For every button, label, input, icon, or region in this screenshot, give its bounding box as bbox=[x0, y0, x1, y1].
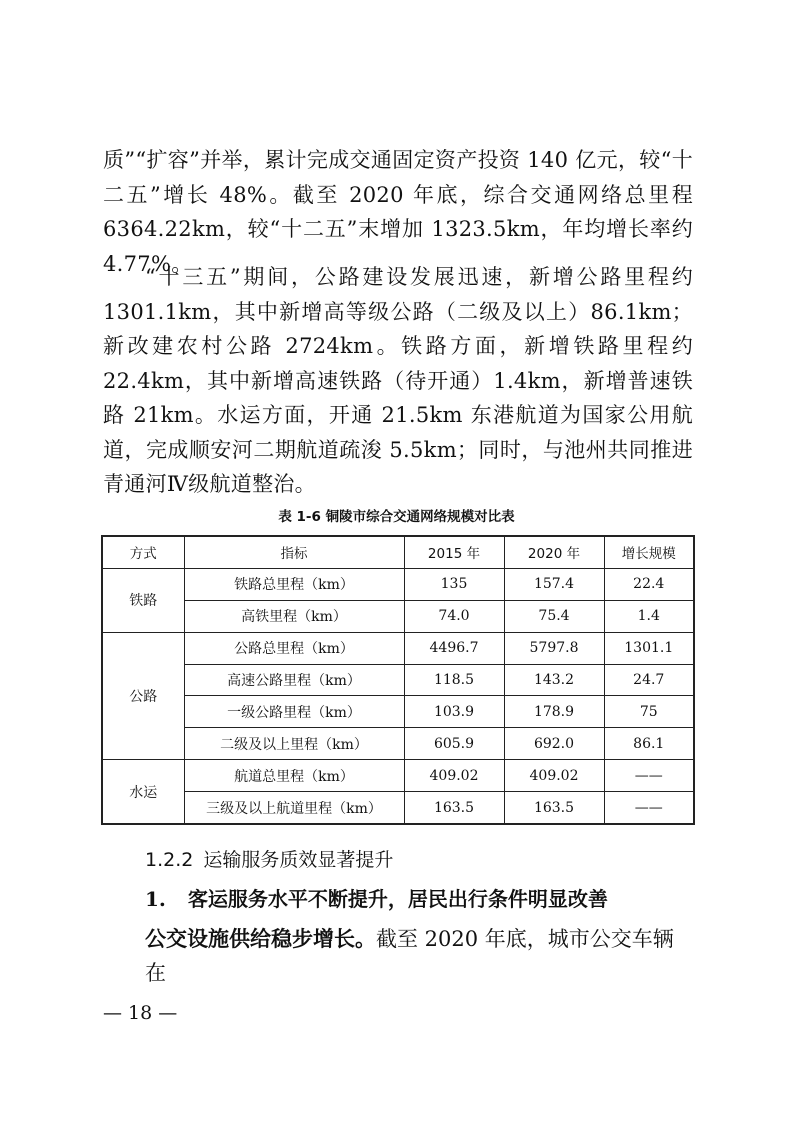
cell-2015: 163.5 bbox=[404, 792, 504, 824]
header-growth: 增长规模 bbox=[604, 536, 694, 568]
paragraph-investment: 质”“扩容”并举，累计完成交通固定资产投资 140 亿元，较“十二五”增长 48%。截至 2020 年底，综合交通网络总里程 6364.22km，较“十二五”末增加 1323.5km，年均增长率约 4.77%。 bbox=[103, 148, 693, 276]
cell-indicator: 公路总里程（km） bbox=[184, 632, 404, 664]
header-indicator: 指标 bbox=[184, 536, 404, 568]
cell-indicator: 三级及以上航道里程（km） bbox=[184, 792, 404, 824]
table-row bbox=[102, 632, 694, 664]
subsection-number: 1. bbox=[145, 887, 166, 911]
cell-indicator: 二级及以上里程（km） bbox=[184, 728, 404, 760]
cell-2020: 157.4 bbox=[504, 568, 604, 600]
cell-2020: 178.9 bbox=[504, 696, 604, 728]
cell-2015: 409.02 bbox=[404, 760, 504, 792]
section-title: 运输服务质效显著提升 bbox=[203, 849, 394, 871]
cell-2020: 692.0 bbox=[504, 728, 604, 760]
cell-2015: 118.5 bbox=[404, 664, 504, 696]
cell-indicator: 一级公路里程（km） bbox=[184, 696, 404, 728]
table-row bbox=[102, 792, 694, 824]
cell-mode: 公路 bbox=[102, 632, 184, 760]
paragraph-bus-supply bbox=[145, 922, 693, 990]
table-body bbox=[102, 568, 694, 824]
network-comparison-table bbox=[101, 535, 695, 825]
subsection-title: 客运服务水平不断提升，居民出行条件明显改善 bbox=[187, 887, 608, 911]
cell-2015: 4496.7 bbox=[404, 632, 504, 664]
cell-growth: 24.7 bbox=[604, 664, 694, 696]
table-row bbox=[102, 728, 694, 760]
cell-growth: 1301.1 bbox=[604, 632, 694, 664]
section-number: 1.2.2 bbox=[145, 849, 194, 871]
cell-indicator: 高铁里程（km） bbox=[184, 600, 404, 632]
cell-growth: 22.4 bbox=[604, 568, 694, 600]
cell-growth: —— bbox=[604, 760, 694, 792]
cell-2020: 75.4 bbox=[504, 600, 604, 632]
section-heading bbox=[145, 845, 393, 872]
cell-growth: 75 bbox=[604, 696, 694, 728]
cell-mode: 水运 bbox=[102, 760, 184, 824]
cell-2020: 163.5 bbox=[504, 792, 604, 824]
cell-indicator: 铁路总里程（km） bbox=[184, 568, 404, 600]
table-row bbox=[102, 760, 694, 792]
cell-growth: —— bbox=[604, 792, 694, 824]
cell-2020: 143.2 bbox=[504, 664, 604, 696]
paragraph-13th-five-year: “十三五”期间，公路建设发展迅速，新增公路里程约 1301.1km，其中新增高等级公路（二级及以上）86.1km；新改建农村公路 2724km。铁路方面，新增铁路里程约 22.4km，其中新增高速铁路（待开通）1.4km，新增普速铁路 21km。水运方面，开通 21.5km 东港航道为国家公用航道，完成顺安河二期航道疏浚 5.5km；同时，与池州共同推进青通河Ⅳ级航道整治。 bbox=[103, 265, 693, 496]
paragraph-lead: 公交设施供给稳步增长。 bbox=[145, 926, 376, 951]
table-row bbox=[102, 664, 694, 696]
table-row bbox=[102, 600, 694, 632]
cell-2020: 409.02 bbox=[504, 760, 604, 792]
cell-growth: 86.1 bbox=[604, 728, 694, 760]
cell-indicator: 航道总里程（km） bbox=[184, 760, 404, 792]
header-mode: 方式 bbox=[102, 536, 184, 568]
subsection-heading bbox=[145, 883, 608, 912]
cell-2015: 74.0 bbox=[404, 600, 504, 632]
paragraph-text: 截至 2020 年底，城市公交车辆在 bbox=[145, 927, 674, 985]
cell-mode: 铁路 bbox=[102, 568, 184, 632]
table-caption: 表 1-6 铜陵市综合交通网络规模对比表 bbox=[278, 509, 515, 525]
table-header-row bbox=[102, 536, 694, 568]
header-2020: 2020 年 bbox=[504, 536, 604, 568]
table-row bbox=[102, 696, 694, 728]
cell-growth: 1.4 bbox=[604, 600, 694, 632]
page-number: — 18 — bbox=[103, 1002, 178, 1024]
cell-2015: 605.9 bbox=[404, 728, 504, 760]
cell-2015: 135 bbox=[404, 568, 504, 600]
cell-indicator: 高速公路里程（km） bbox=[184, 664, 404, 696]
header-2015: 2015 年 bbox=[404, 536, 504, 568]
cell-2020: 5797.8 bbox=[504, 632, 604, 664]
cell-2015: 103.9 bbox=[404, 696, 504, 728]
table-row bbox=[102, 568, 694, 600]
